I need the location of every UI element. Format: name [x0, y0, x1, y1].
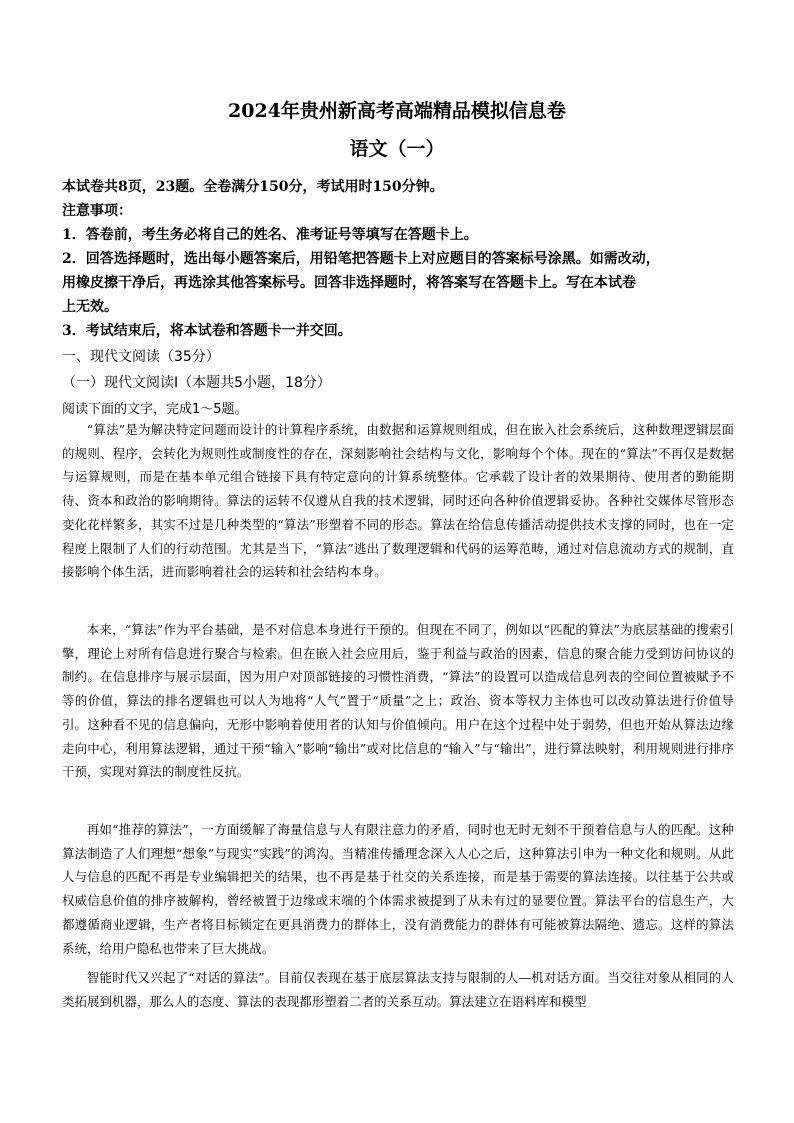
- notice-item-2-line-2: 用橡皮擦干净后，再选涂其他答案标号。回答非选择题时，将答案写在答题卡上。写在本试卷: [62, 275, 636, 291]
- notice-label: 注意事项：: [62, 203, 132, 219]
- exam-title: 2024年贵州新高考高端精品模拟信息卷: [228, 100, 566, 122]
- passage-paragraph-1: “算法”是为解决特定问题而设计的计算程序系统，由数据和运算规则组成，但在嵌入社会系统后，这种数理逻辑层面的规则、程序，会转化为规则性或制度性的存在，深刻影响社会结构与文化，影响每个个体。现在的“算法”不再仅是数据与运算规则，而是在基本单元组合链接下具有特定意向的计算系统整体。它承载了设计者的效果期待、使用者的勤能期待、资本和政治的影响期待。算法的运转不仅遵从自我的技术逻辑，同时还向各种价值逻辑妥协。各种社交媒体尽管形态变化花样繁多，其实不过是几种类型的“算法”形塑着不同的形态。算法在给信息传播活动提供技术支撑的同时，也在一定程度上限制了人们的行动范围。尤其是当下，“算法”逃出了数理逻辑和代码的运筹范畴，通过对信息流动方式的规制，直接影响个体生活，进而影响着社会的运转和社会结构本身。: [62, 422, 734, 580]
- reading-directive: 阅读下面的文字，完成1～5题。: [62, 402, 248, 417]
- passage-paragraph-3: 再如“推荐的算法”，一方面缓解了海量信息与人有限注意力的矛盾，同时也无时无刻不干预着信息与人的匹配。这种算法制造了人们理想“想象”与现实“实践”的鸿沟。当精准传播理念深入人心之后，这种算法引申为一种文化和规则。从此人与信息的匹配不再是专业编辑把关的结果，也不再是基于社交的关系连接，而是基于需要的算法连接。以往基于公共或权威信息价值的排序被解构，曾经被置于边缘或末端的个体需求被提到了从未有过的显要位置。算法平台的信息生产，大都遵循商业逻辑，生产者将目标锁定在更具消费力的群体上，没有消费能力的群体有可能被算法隔绝、遗忘。这样的算法系统，给用户隐私也带来了巨大挑战。: [62, 822, 734, 956]
- notice-item-3: 3．考试结束后，将本试卷和答题卡一并交回。: [62, 323, 352, 339]
- passage-paragraph-4: 智能时代又兴起了“对话的算法”。目前仅表现在基于底层算法支持与限制的人—机对话方面。当交往对象从相同的人类拓展到机器，那么人的态度、算法的表现都形塑着二者的关系互动。算法建立在语料库和模型: [62, 970, 734, 1009]
- notice-item-2-line-3: 上无效。: [62, 299, 118, 315]
- sub-section-heading: （一）现代文阅读Ⅰ（本题共5小题，18分）: [62, 375, 331, 391]
- section-heading: 一、现代文阅读（35分）: [62, 349, 220, 365]
- passage-paragraph-2: 本来，“算法”作为平台基础，是不对信息本身进行干预的。但现在不同了，例如以“匹配的算法”为底层基础的搜索引擎，理论上对所有信息进行聚合与检索。但在嵌入社会应用后，鉴于利益与政治的因素，信息的聚合能力受到访问协议的制约。在信息排序与展示层面，因为用户对顶部链接的习惯性消费，“算法”的设置可以造成信息列表的空间位置被赋予不等的价值，算法的排名逻辑也可以人为地将“人气”置于“质量”之上；政治、资本等权力主体也可以改动算法进行价值导引。这种看不见的信息偏向，无形中影响着使用者的认知与价值倾向。用户在这个过程中处于弱势，但也开始从算法边缘走向中心，利用算法逻辑，通过干预“输入”影响“输出”或对比信息的“输入”与“输出”，进行算法映射，利用规则进行排序干预，实现对算法的制度性反抗。: [62, 622, 734, 780]
- notice-item-2-line-1: 2．回答选择题时，选出每小题答案后，用铅笔把答题卡上对应题目的答案标号涂黑。如需改动，: [62, 251, 660, 267]
- notice-item-1: 1．答卷前，考生务必将自己的姓名、准考证号等填写在答题卡上。: [62, 227, 478, 243]
- exam-subtitle: 语文（一）: [349, 138, 445, 160]
- exam-summary: 本试卷共8页，23题。全卷满分150分，考试用时150分钟。: [62, 179, 444, 195]
